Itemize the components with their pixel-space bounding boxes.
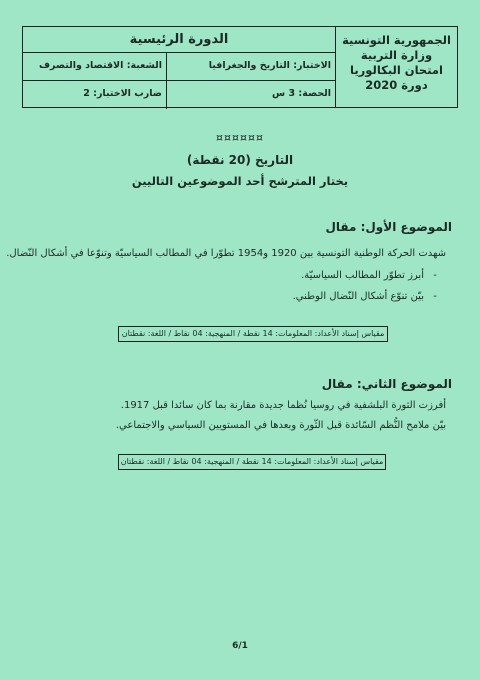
topic2-criteria-box: مقياس إسناد الأعداد: المعلومات: 14 نقطة / المنهجية: 04 نقاط / اللغة: نقطتان — [118, 454, 386, 470]
topic1-criteria-box: مقياس إسناد الأعداد: المعلومات: 14 نقطة / المنهجية: 04 نقاط / اللغة: نقطتان — [118, 326, 388, 342]
bullet-dash-icon: - — [433, 270, 437, 281]
section-title: التاريخ (20 نقطة) — [186, 153, 294, 167]
coefficient-cell: ضارب الاختبار: 2 — [23, 81, 167, 109]
subject-cell: الاختبار: التاريخ والجغرافيا — [208, 60, 331, 71]
exam-info-table — [23, 27, 335, 107]
topic1-bullet — [301, 270, 446, 281]
decorative-stars: ¤¤¤¤¤¤ — [216, 131, 264, 144]
session-year-label: دورة 2020 — [365, 78, 428, 92]
ministry-block — [335, 27, 457, 107]
topic2-line-2: بيّن ملامح النُّظم السّائدة قبل الثّورة وبعدها في المستويين السياسي والاجتماعي. — [115, 420, 446, 431]
bullet-dash-icon: - — [433, 291, 437, 302]
topic2-line-1: أفرزت الثورة البلشفية في روسيا نُظما جديدة مقارنة بما كان سائدا قبل 1917. — [120, 400, 446, 411]
exam-label: امتحان البكالوريا — [350, 63, 443, 77]
topic1-text: شهدت الحركة الوطنية التونسية بين 1920 و1954 تطوّرا في المطالب السياسيّة وتنوّعا في أشكال النّضال. — [6, 248, 446, 259]
instruction-text: يختار المترشح أحد الموضوعين التاليين — [131, 174, 349, 188]
topic1-bullet-1: أبرز تطوّر المطالب السياسيّة. — [301, 270, 424, 281]
exam-header — [22, 26, 458, 108]
exam-info-row-2 — [23, 81, 335, 109]
topic1-heading: الموضوع الأول: مقال — [325, 220, 452, 234]
republic-label: الجمهورية التونسية — [342, 33, 451, 47]
duration-cell: الحصة: 3 س — [272, 88, 331, 99]
topic1-bullet — [293, 291, 446, 302]
exam-info-row-1 — [23, 53, 335, 81]
topic2-heading: الموضوع الثاني: مقال — [321, 377, 452, 391]
section-cell: الشعبة: الاقتصاد والتصرف — [23, 53, 167, 80]
session-title: الدورة الرئيسية — [23, 27, 335, 53]
ministry-label: وزارة التربية — [360, 48, 433, 62]
page-number: 6/1 — [232, 641, 248, 651]
topic1-bullet-2: بيّن تنوّع أشكال النّضال الوطني. — [292, 291, 424, 302]
